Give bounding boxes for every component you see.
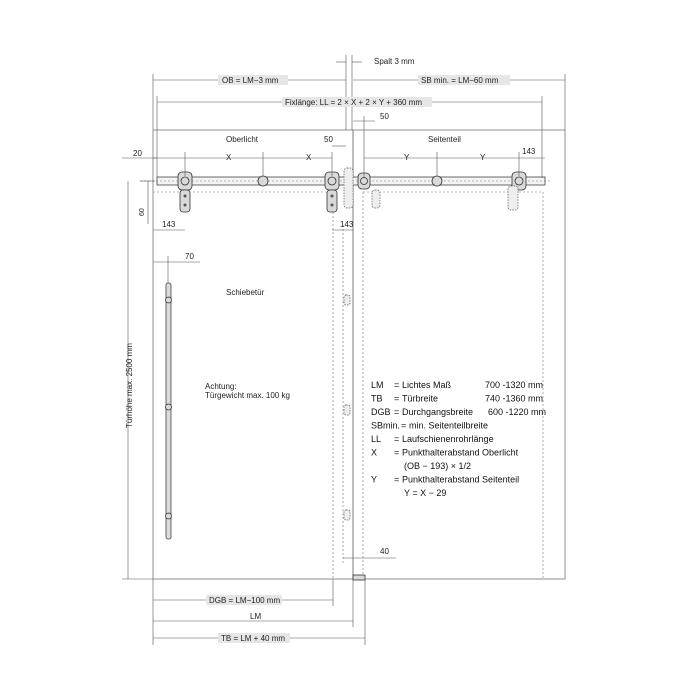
dim-143-right: 143 xyxy=(522,147,536,156)
dim-50-top: 50 xyxy=(380,112,389,121)
dim-tb: TB = LM + 40 mm xyxy=(221,634,286,643)
point-holder-oberlicht-1 xyxy=(258,176,268,186)
dim-y-1: Y xyxy=(404,153,410,162)
label-schiebetuer: Schiebetür xyxy=(226,288,265,297)
legend-eq: = xyxy=(394,447,400,458)
dim-143-left: 143 xyxy=(162,220,176,229)
dim-143-center: 143 xyxy=(340,220,354,229)
dim-50-left: 50 xyxy=(324,135,333,144)
legend-eq: = xyxy=(401,420,407,431)
label-achtung: Achtung: xyxy=(205,382,237,391)
dim-40: 40 xyxy=(380,547,389,556)
legend-range: 700 -1320 mm xyxy=(485,380,544,390)
legend-eq: = xyxy=(394,434,400,444)
legend-text: Lichtes Maß xyxy=(402,380,452,390)
roller-left xyxy=(180,190,190,212)
legend-eq: = xyxy=(394,474,400,485)
dim-dgb: DGB = LM−100 mm xyxy=(209,596,281,605)
legend-eq: = xyxy=(394,393,400,404)
legend-key: LL xyxy=(371,434,382,444)
legend-range: 740 -1360 mm xyxy=(485,393,544,404)
legend-eq: = xyxy=(394,407,400,417)
dim-sb: SB min. = LM−60 mm xyxy=(421,76,499,85)
floor-guide xyxy=(353,575,365,580)
legend-text: Punkthalterabstand Seitenteil xyxy=(402,474,520,485)
legend-range: 600 -1220 mm xyxy=(488,407,547,417)
legend-text: Punkthalterabstand Oberlicht xyxy=(402,447,519,458)
dim-tuerhoehe: Türhöhe max. 2500 mm xyxy=(125,343,134,428)
dim-spalt: Spalt 3 mm xyxy=(374,57,415,66)
dim-ob: OB = LM−3 mm xyxy=(222,76,279,85)
legend-text: Durchgangsbreite xyxy=(402,407,474,417)
legend-key: TB xyxy=(371,393,383,404)
door-handle xyxy=(166,283,172,539)
label-tuergewicht: Türgewicht max. 100 kg xyxy=(205,391,290,400)
fixed-side-panel xyxy=(353,130,565,579)
dim-70: 70 xyxy=(185,252,194,261)
label-oberlicht: Oberlicht xyxy=(226,135,259,144)
legend-key: X xyxy=(371,447,378,458)
legend xyxy=(371,380,546,498)
legend-eq: = xyxy=(394,380,400,390)
dim-20: 20 xyxy=(133,149,142,158)
dim-lm: LM xyxy=(250,612,262,621)
dim-fixlaenge: Fixlänge: LL = 2 × X + 2 × Y + 360 mm xyxy=(285,98,423,107)
legend-key: SBmin. xyxy=(371,420,401,431)
roller-dashed-right xyxy=(508,186,518,210)
legend-text: Türbreite xyxy=(402,393,439,404)
legend-key: LM xyxy=(371,380,384,390)
dim-x-1: X xyxy=(226,153,232,162)
legend-text: Y = X − 29 xyxy=(404,488,447,498)
legend-key: DGB xyxy=(371,407,391,417)
legend-text: Laufschienenrohrlänge xyxy=(402,434,494,444)
dim-y-2: Y xyxy=(480,153,486,162)
door-guide-pins xyxy=(344,295,350,520)
label-seitenteil: Seitenteil xyxy=(428,135,461,144)
legend-text: (OB − 193) × 1/2 xyxy=(404,461,472,471)
legend-text: min. Seitenteilbreite xyxy=(409,420,489,431)
dim-60: 60 xyxy=(139,208,146,216)
point-holder-seitenteil-1 xyxy=(432,176,442,186)
dim-x-2: X xyxy=(306,153,312,162)
roller-right xyxy=(327,190,337,212)
legend-key: Y xyxy=(371,474,378,485)
